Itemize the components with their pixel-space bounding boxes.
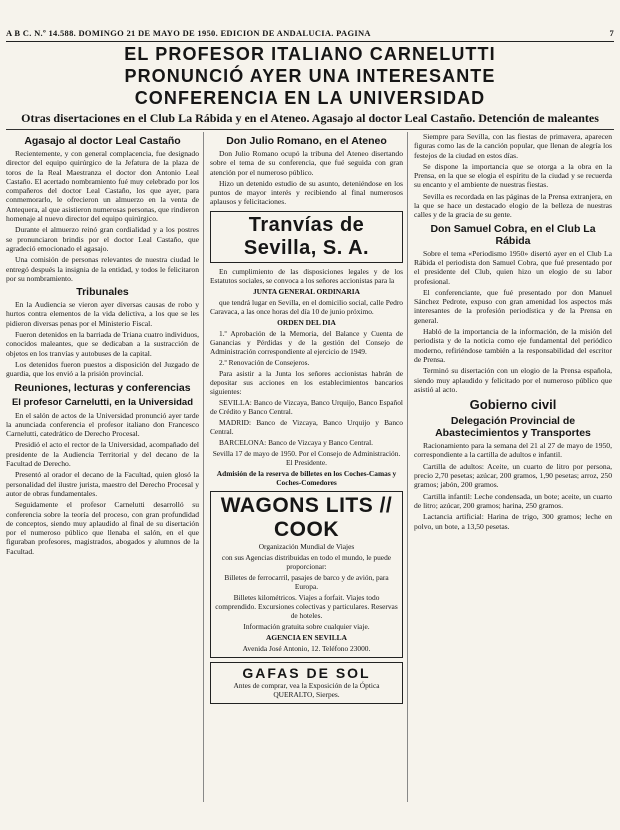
agasajo-paragraph: Durante el almuerzo reinó gran cordialidad y a los postres se pronunciaron brindis por el doctor Leal Castaño, que agradeció emocionado el agasajo. xyxy=(6,225,199,253)
tranvias-paragraph: que tendrá lugar en Sevilla, en el domicilio social, calle Pedro Caravaca, a las once horas del día 10 de junio próximo. xyxy=(210,297,403,316)
toros-paragraph: Se dispone la importancia que se otorga a la obra en la Prensa, en la que se elogia el espíritu de la ciudad y se recuerda su encanto y el ambiente de nuestras fiestas. xyxy=(414,161,612,190)
tribunales-paragraph: Los detenidos fueron puestos a disposición del Juzgado de guardia, que los envió a la prisión provincial. xyxy=(6,359,199,379)
wagons-text: con sus Agencias distribuidas en todo el mundo, le puede proporcionar: xyxy=(221,552,392,571)
reserva-note: Admisión de la reserva de billetes en los Coches-Camas y Coches-Comedores xyxy=(216,468,397,487)
gobierno-title: Gobierno civil xyxy=(469,397,557,413)
lead-headline-line-2: PRONUNCIÓ AYER UNA INTERESANTE xyxy=(124,66,496,86)
lead-headline-line-3: CONFERENCIA EN LA UNIVERSIDAD xyxy=(134,88,486,108)
romano-title: Don Julio Romano, en el Ateneo xyxy=(226,135,387,147)
agasajo-title: Agasajo al doctor Leal Castaño xyxy=(24,135,181,147)
romano-paragraph: Don Julio Romano ocupó la tribuna del Ateneo disertando sobre el tema de su conferencia, que fué seguida con gran atención por el numeroso público. xyxy=(210,149,403,177)
wagons-text: Información gratuita sobre cualquier viaje. xyxy=(243,621,370,631)
page-number: 7 xyxy=(609,28,614,38)
tribunales-paragraph: Fueron detenidos en la barriada de Triana cuatro individuos, conocidos maleantes, que se dedicaban a la sustracción de objetos en los tranvías y autobuses de la capital. xyxy=(6,330,199,358)
wagons-ad xyxy=(210,491,403,658)
cobra-paragraph: Sobre el tema «Periodismo 1950» disertó ayer en el Club La Rábida el periodista don Samuel Cobra, que fué presentado por el presidente del Club, quien hizo un elogio de su labor profesional. xyxy=(414,248,612,286)
gafas-ad xyxy=(210,662,403,704)
orden-item: 2.º Renovación de Consejeros. xyxy=(219,357,310,367)
orden-title: ORDEN DEL DIA xyxy=(277,317,336,327)
wagons-ad-title: WAGONS LITS // COOK xyxy=(220,493,393,541)
orden-item: MADRID: Banco de Vizcaya, Banco Urquijo y Banco Central. xyxy=(210,417,403,436)
carnelutti-paragraph: En el salón de actos de la Universidad pronunció ayer tarde la anunciada conferencia el profesor italiano don Francesco Carnelutti, catedrático de Derecho Procesal. xyxy=(6,410,199,439)
tribunales-title: Tribunales xyxy=(76,286,129,299)
toros-paragraph: Siempre para Sevilla, con las fiestas de primavera, aparecen figuras como las de la canción popular, que llenan de alegría los festejos de la ciudad en estos días. xyxy=(414,132,612,160)
wagons-text: Billetes kilométricos. Viajes a forfait. Viajes todo comprendido. Excursiones colectivas y particulares. Reservas de hoteles. xyxy=(215,592,398,620)
orden-item: SEVILLA: Banco de Vizcaya, Banco Urquijo, Banco Español de Crédito y Banco Central. xyxy=(210,397,403,416)
tranvias-ad xyxy=(210,211,403,263)
wagons-text: Billetes de ferrocarril, pasajes de barco y de avión, para Europa. xyxy=(224,572,389,591)
column-3 xyxy=(414,132,612,802)
gobierno-paragraph: Cartilla de adultos: Aceite, un cuarto de litro por persona, precio 2,70 pesetas; azúcar, 200 gramos, 1,90 pesetas; arroz, 250 gramos; jabón, 200 gramos. xyxy=(414,461,612,490)
column-2 xyxy=(210,132,408,802)
orden-item: 1.º Aprobación de la Memoria, del Balance y Cuenta de Ganancias y Pérdidas y de la gestión del Consejo de Administración correspondiente al ejercicio de 1949. xyxy=(210,328,403,356)
carnelutti-paragraph: Presentó al orador el decano de la Facultad, quien glosó la personalidad del ilustre jurista, maestro del Derecho Procesal y autor de obras fundamentales. xyxy=(6,470,199,498)
gafas-text: Antes de comprar, vea la Exposición de la Óptica QUERALTO, Sierpes. xyxy=(233,680,380,699)
romano-paragraph: Hizo un detenido estudio de su asunto, deteniéndose en los puntos de mayor interés y recibiendo al final numerosos aplausos y felicitaciones. xyxy=(210,178,403,207)
carnelutti-paragraph: Presidió el acto el rector de la Universidad, acompañado del presidente de la Audiencia Territorial y del decano de la Facultad de Derecho. xyxy=(6,440,199,469)
header-strip xyxy=(6,28,614,38)
cobra-paragraph: El conferenciante, que fué presentado por don Manuel Sánchez Pedrote, expuso con gran amenidad los aspectos más interesantes de la profesión periodística y de la Prensa en general. xyxy=(414,287,612,325)
toros-paragraph: Sevilla es recordada en las páginas de la Prensa extranjera, en la que se hace un destacado elogio de la belleza de nuestras calles y de la gracia de su gente. xyxy=(414,191,612,220)
gobierno-paragraph: Cartilla infantil: Leche condensada, un bote; aceite, un cuarto de litro; azúcar, 200 gramos; harina, 250 gramos. xyxy=(414,491,612,510)
delegacion-title: Delegación Provincial de Abastecimientos y Transportes xyxy=(435,415,591,440)
tranvias-ad-title: Tranvías de Sevilla, S. A. xyxy=(243,213,370,259)
carnelutti-paragraph: Seguidamente el profesor Carnelutti desarrolló su conferencia sobre la teoría del proceso, con gran profundidad de conceptos, siendo muy aplaudido al final de su disertación por el numeroso público que llenaba el salón, en el que figuraban profesores, magistrados, abogados y alumnos de la Facultad. xyxy=(6,500,199,556)
reuniones-title: Reuniones, lecturas y conferencias xyxy=(14,381,191,394)
carnelutti-title: El profesor Carnelutti, en la Universidad xyxy=(11,396,194,408)
gobierno-paragraph: Racionamiento para la semana del 21 al 27 de mayo de 1950, correspondiente a la cartilla de adultos e infantil. xyxy=(414,441,612,460)
tribunales-paragraph: En la Audiencia se vieron ayer diversas causas de robo y hurtos contra elementos de la vida delictiva, a los que se les pidieron diversas penas por el Ministerio Fiscal. xyxy=(6,300,199,328)
lead-headline-line-1: EL PROFESOR ITALIANO CARNELUTTI xyxy=(124,44,496,64)
agencia-title: AGENCIA EN SEVILLA xyxy=(266,632,347,642)
cobra-paragraph: Terminó su disertación con un elogio de la Prensa española, siendo muy aplaudido y felicitado por el numeroso público que asistió al acto. xyxy=(414,366,612,394)
top-rule xyxy=(6,41,614,42)
header-edition-line: A B C. N.º 14.588. DOMINGO 21 DE MAYO DE 1950. EDICION DE ANDALUCIA. PAGINA xyxy=(6,28,371,38)
orden-item: Para asistir a la Junta los señores accionistas habrán de depositar sus acciones en los establecimientos bancarios siguientes: xyxy=(210,368,403,396)
cobra-title: Don Samuel Cobra, en el Club La Rábida xyxy=(430,222,596,247)
agasajo-paragraph: Una comisión de personas relevantes de nuestra ciudad le entregó después la insignia de la entidad, y todos le felicitaron por su nombramiento. xyxy=(6,255,199,283)
agencia-address: Avenida José Antonio, 12. Teléfono 23000. xyxy=(242,643,371,653)
tranvias-paragraph: En cumplimiento de las disposiciones legales y de los Estatutos sociales, se convoca a los señores accionistas para la xyxy=(210,266,403,285)
orden-signature: Sevilla 17 de mayo de 1950. Por el Consejo de Administración. El Presidente. xyxy=(212,448,401,467)
cobra-paragraph: Habló de la importancia de la información, de la misión del periodista y de la noticia como eje fundamental del periódico moderno, refiriéndose también a la responsabilidad del escritor de Prensa. xyxy=(414,327,612,364)
agasajo-paragraph: Recientemente, y con general complacencia, fue designado director del equipo quirúrgico de la Jefatura de la plaza de toros de la Real Maestranza el doctor don Antonio Leal Castaño. El acertado nombramiento fué muy celebrado por los compañeros del doctor Leal Castaño, los que ayer, para conmemorarlo, le ofrecieron un almuerzo en la venta de Antequera, al que asistieron numerosas personas, que rindieron homenaje al nuevo director del equipo quirúrgico. xyxy=(6,149,199,224)
tranvias-junta: JUNTA GENERAL ORDINARIA xyxy=(252,286,361,296)
wagons-org: Organización Mundial de Viajes xyxy=(258,541,355,551)
orden-item: BARCELONA: Banco de Vizcaya y Banco Central. xyxy=(219,437,373,447)
gafas-ad-title: GAFAS DE SOL xyxy=(242,664,371,681)
article-columns xyxy=(6,129,614,802)
lead-subhead: Otras disertaciones en el Club La Rábida y en el Ateneo. Agasajo al doctor Leal Castaño. Detención de maleantes xyxy=(21,111,599,125)
column-1 xyxy=(6,132,204,802)
gobierno-paragraph: Lactancia artificial: Harina de trigo, 300 gramos; leche en polvo, un bote, a 13,50 pesetas. xyxy=(414,512,612,531)
